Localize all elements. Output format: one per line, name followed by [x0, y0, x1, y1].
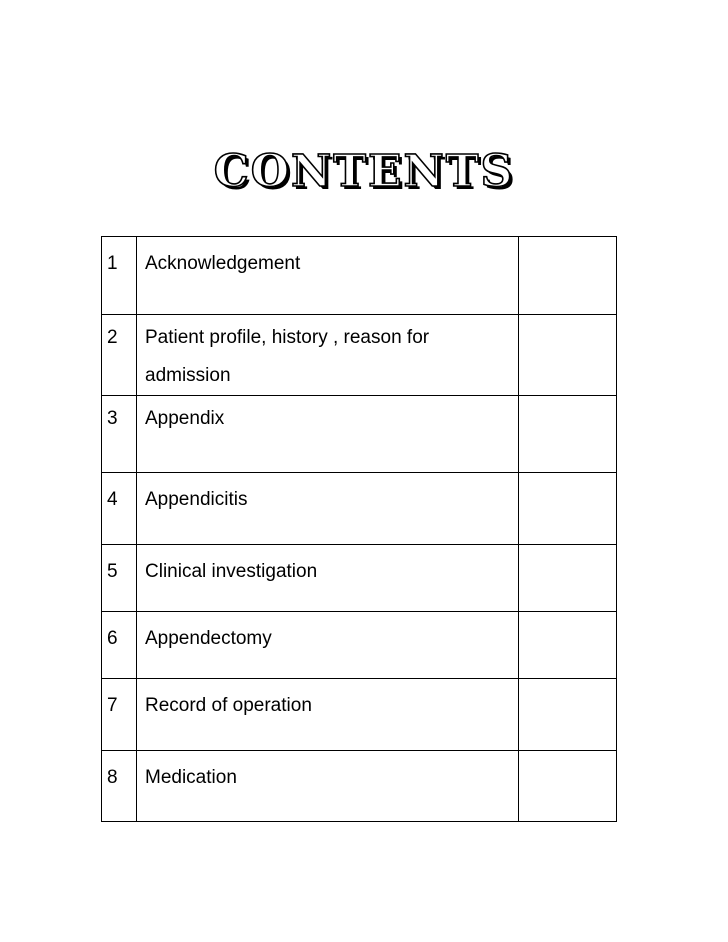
page-title: CONTENTS: [213, 146, 515, 197]
item-title: Appendicitis: [137, 473, 519, 545]
item-number: 7: [102, 679, 137, 751]
contents-table: [101, 236, 617, 822]
table-row: [102, 679, 617, 751]
table-row: [102, 473, 617, 545]
item-number: 5: [102, 545, 137, 612]
item-number: 8: [102, 751, 137, 822]
item-title: Appendectomy: [137, 612, 519, 679]
item-title: Medication: [137, 751, 519, 822]
table-row: [102, 315, 617, 396]
item-title: Acknowledgement: [137, 237, 519, 315]
item-number: 1: [102, 237, 137, 315]
item-number: 2: [102, 315, 137, 396]
item-title: Appendix: [137, 396, 519, 473]
item-page: [519, 237, 617, 315]
item-page: [519, 315, 617, 396]
item-number: 4: [102, 473, 137, 545]
item-title: Patient profile, history , reason for admission: [137, 315, 519, 396]
table-row: [102, 545, 617, 612]
table-row: [102, 396, 617, 473]
item-number: 3: [102, 396, 137, 473]
item-page: [519, 612, 617, 679]
item-page: [519, 473, 617, 545]
item-page: [519, 679, 617, 751]
table-row: [102, 751, 617, 822]
item-page: [519, 751, 617, 822]
item-title: Record of operation: [137, 679, 519, 751]
item-page: [519, 545, 617, 612]
table-row: [102, 612, 617, 679]
item-title: Clinical investigation: [137, 545, 519, 612]
item-page: [519, 396, 617, 473]
item-number: 6: [102, 612, 137, 679]
table-row: [102, 237, 617, 315]
